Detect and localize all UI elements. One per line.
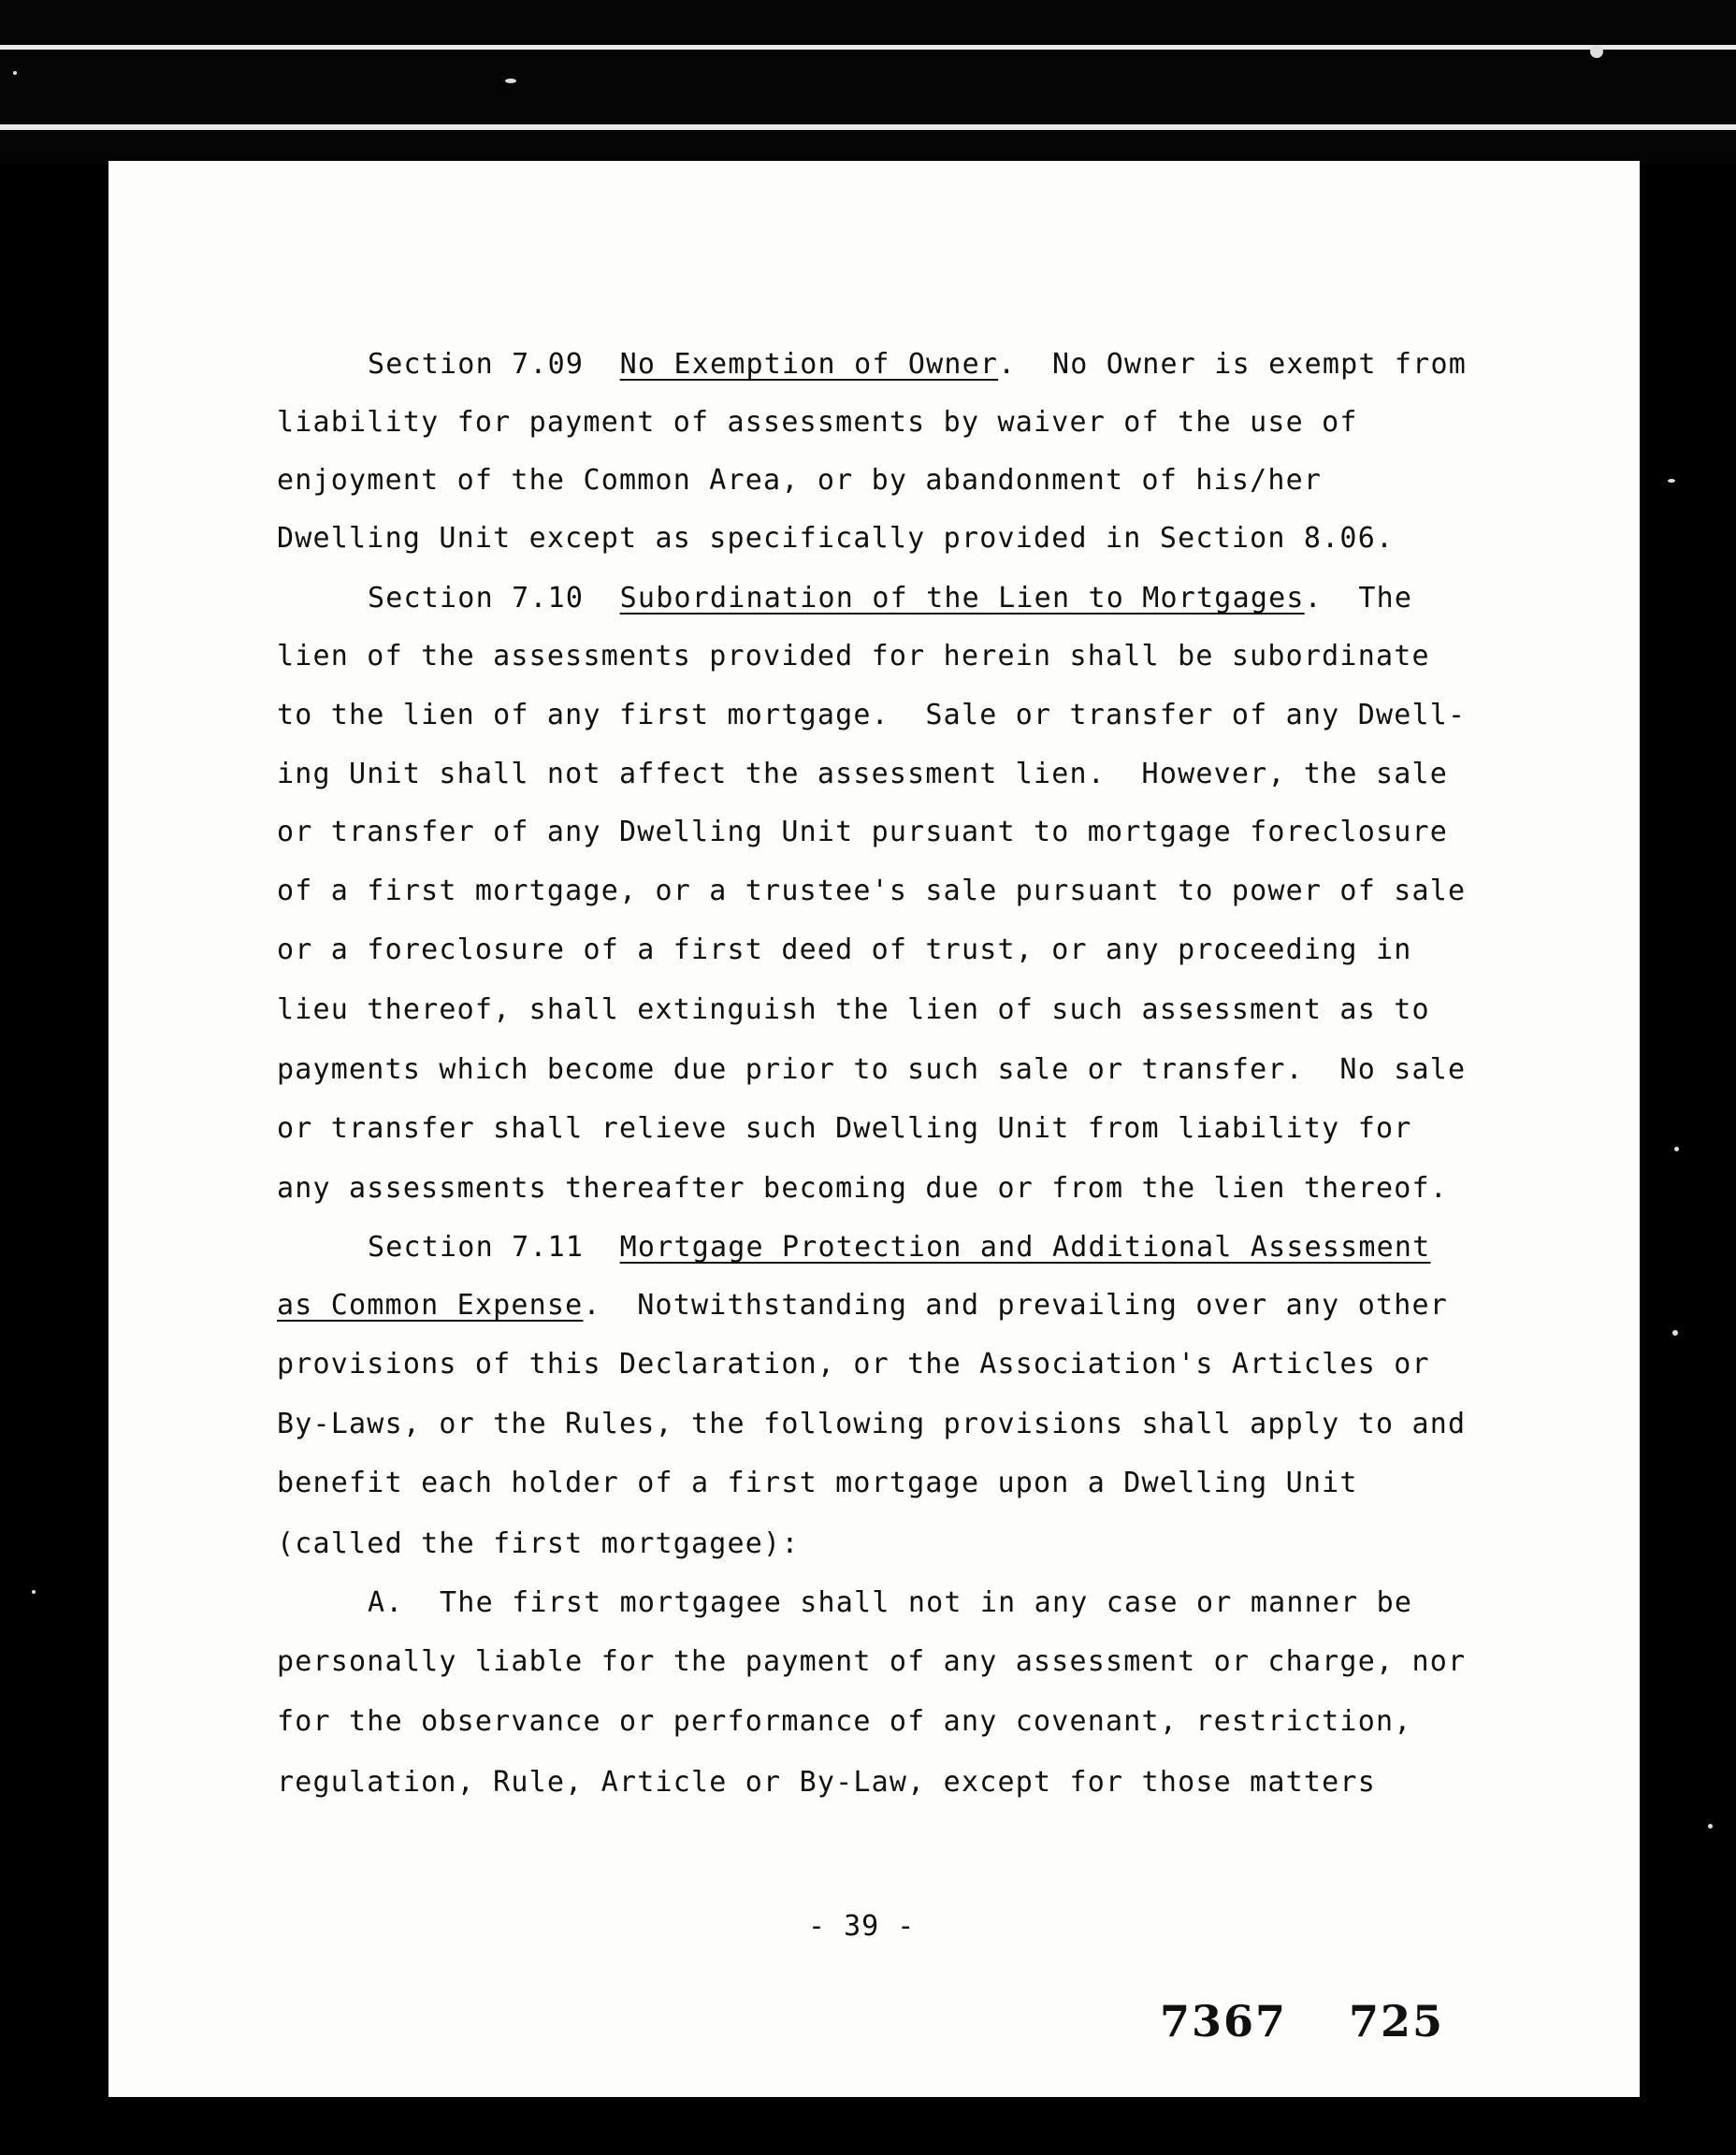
- text-line: [368, 1586, 1412, 1620]
- text-segment: Section 7.11: [368, 1231, 620, 1264]
- text-line: [368, 1231, 1430, 1265]
- text-line: [277, 1289, 1448, 1323]
- text-segment: . The: [1304, 582, 1413, 615]
- document-number-right: 725: [1349, 1996, 1445, 2047]
- text-line: [277, 406, 1358, 440]
- scan-border-top: [0, 0, 1736, 164]
- text-segment: to the lien of any first mortgage. Sale or transfer of any Dwell-: [277, 699, 1467, 731]
- text-segment: Section 7.10: [368, 582, 620, 615]
- text-segment: for the observance or performance of any covenant, restriction,: [277, 1705, 1412, 1738]
- document-number-left: 7367: [1160, 1996, 1288, 2047]
- text-line: [277, 1766, 1376, 1800]
- text-segment: provisions of this Declaration, or the Association's Articles or: [277, 1348, 1430, 1381]
- section-heading: No Exemption of Owner: [619, 348, 999, 381]
- text-segment: By-Laws, or the Rules, the following provisions shall apply to and: [277, 1408, 1467, 1440]
- text-line: [277, 1645, 1466, 1679]
- text-segment: (called the first mortgagee):: [277, 1527, 800, 1560]
- text-line: [277, 640, 1430, 673]
- section-heading: Subordination of the Lien to Mortgages: [619, 582, 1305, 615]
- text-line: [277, 1112, 1411, 1146]
- document-page: [108, 161, 1640, 2097]
- text-line: [277, 1527, 800, 1561]
- scan-speck: [1708, 1824, 1713, 1829]
- scan-speck: [1590, 45, 1603, 58]
- text-segment: Dwelling Unit except as specifically provided in Section 8.06.: [277, 522, 1395, 555]
- text-segment: any assessments thereafter becoming due or from the lien thereof.: [277, 1172, 1448, 1205]
- text-segment: Section 7.09: [368, 348, 620, 381]
- text-segment: . No Owner is exempt from: [998, 348, 1467, 381]
- text-segment: lien of the assessments provided for herein shall be subordinate: [277, 640, 1430, 673]
- text-segment: or a foreclosure of a first deed of trust, or any proceeding in: [277, 933, 1412, 966]
- scan-speck: [1668, 479, 1675, 483]
- section-heading: as Common Expense: [277, 1289, 584, 1322]
- text-line: [277, 1348, 1430, 1381]
- text-segment: lieu thereof, shall extinguish the lien of such assessment as to: [277, 993, 1430, 1026]
- scan-speck: [32, 1590, 36, 1594]
- text-segment: . Notwithstanding and prevailing over any other: [583, 1289, 1449, 1322]
- scan-speck: [1674, 1147, 1679, 1151]
- text-segment: benefit each holder of a first mortgage upon a Dwelling Unit: [277, 1467, 1358, 1499]
- scan-speck: [505, 79, 516, 83]
- text-line: [368, 348, 1467, 382]
- text-segment: or transfer shall relieve such Dwelling Unit from liability for: [277, 1112, 1412, 1145]
- scan-speck: [1672, 1330, 1678, 1336]
- text-line: [277, 1172, 1448, 1206]
- text-segment: A. The first mortgagee shall not in any case or manner be: [368, 1586, 1413, 1619]
- text-segment: or transfer of any Dwelling Unit pursuant to mortgage foreclosure: [277, 816, 1448, 848]
- text-line: [277, 699, 1466, 732]
- text-line: [277, 875, 1466, 908]
- text-segment: regulation, Rule, Article or By-Law, except for those matters: [277, 1766, 1376, 1799]
- text-line: [277, 1705, 1411, 1739]
- text-segment: payments which become due prior to such sale or transfer. No sale: [277, 1053, 1467, 1086]
- text-line: [277, 1053, 1466, 1087]
- text-line: [277, 758, 1448, 791]
- text-line: [368, 582, 1412, 615]
- text-segment: ing Unit shall not affect the assessment lien. However, the sale: [277, 758, 1448, 790]
- text-segment: personally liable for the payment of any assessment or charge, nor: [277, 1645, 1467, 1678]
- text-line: [277, 816, 1448, 849]
- section-heading: Mortgage Protection and Additional Assessment: [619, 1231, 1431, 1264]
- text-line: [277, 1467, 1358, 1500]
- text-line: [277, 1408, 1466, 1441]
- text-line: [277, 993, 1430, 1027]
- text-segment: of a first mortgage, or a trustee's sale pursuant to power of sale: [277, 875, 1467, 907]
- text-line: [277, 933, 1411, 967]
- text-line: [277, 464, 1322, 498]
- scan-speck: [13, 71, 17, 75]
- text-segment: enjoyment of the Common Area, or by abandonment of his/her: [277, 464, 1323, 497]
- scan-edge-line: [0, 124, 1736, 130]
- scan-edge-line: [0, 45, 1736, 50]
- text-segment: liability for payment of assessments by waiver of the use of: [277, 406, 1358, 439]
- text-line: [277, 522, 1394, 556]
- page-number: - 39 -: [808, 1910, 916, 1943]
